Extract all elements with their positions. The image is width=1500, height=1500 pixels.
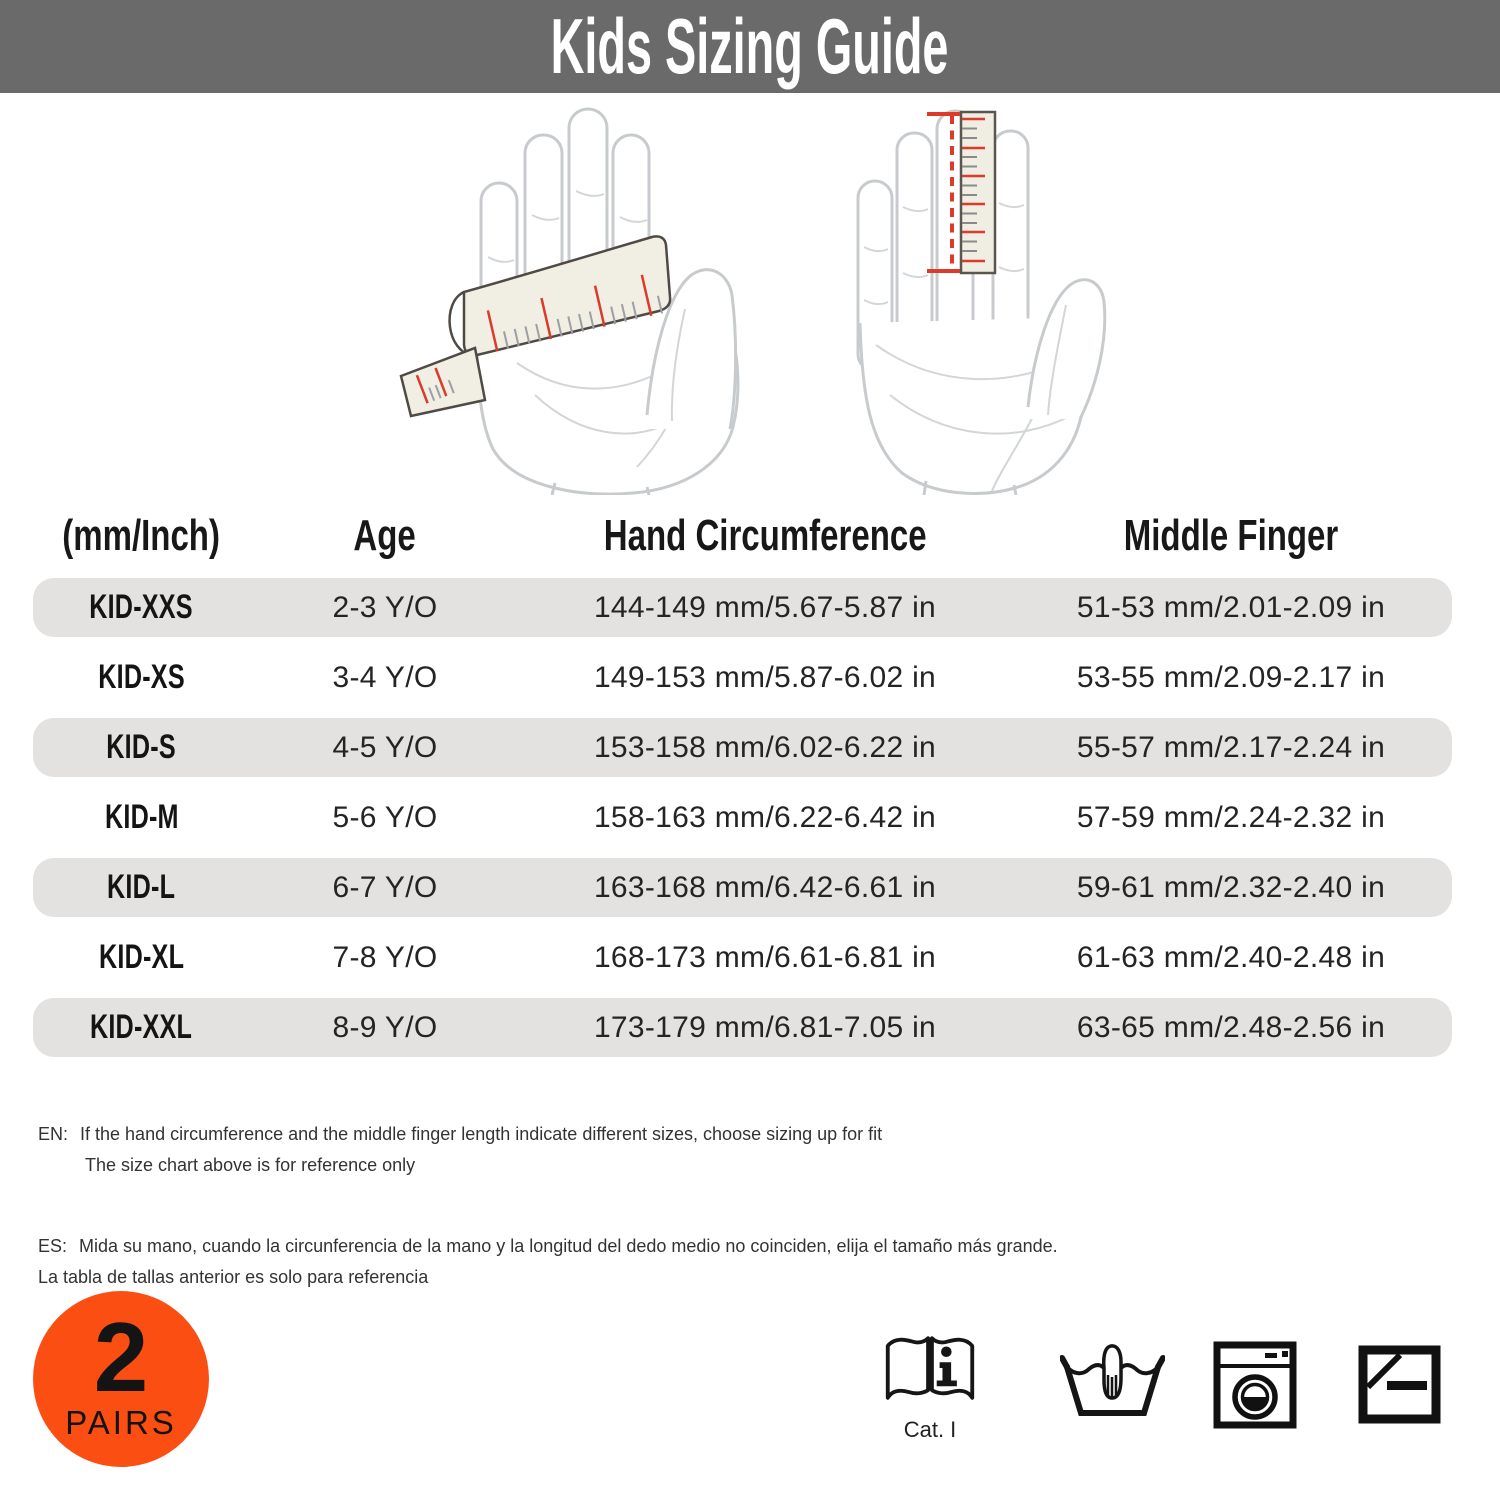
cell-size: KID-XXL: [90, 1008, 193, 1046]
table-row: [33, 858, 1452, 917]
cell-age: 7-8 Y/O: [332, 940, 438, 974]
dry-flat-in-shade-icon: [1358, 1345, 1441, 1424]
note-es: [38, 1236, 1058, 1288]
pairs-count: 2: [93, 1302, 149, 1413]
note-es-line2: La tabla de tallas anterior es solo para referencia: [38, 1267, 429, 1287]
pairs-badge: [33, 1291, 209, 1467]
cell-size: KID-XL: [98, 938, 185, 976]
cell-size: KID-XS: [98, 658, 185, 696]
cell-age: 2-3 Y/O: [332, 590, 438, 624]
cell-middle-finger: 63-65 mm/2.48-2.56 in: [1076, 1010, 1386, 1044]
header-middle-finger: Middle Finger: [1123, 511, 1339, 560]
cell-age: 5-6 Y/O: [332, 800, 438, 834]
hand-wash-icon: [1060, 1342, 1165, 1424]
cell-hand-circumference: 144-149 mm/5.67-5.87 in: [593, 590, 937, 624]
note-en-label: EN:: [38, 1124, 69, 1144]
cell-size: KID-M: [104, 798, 179, 836]
cell-hand-circumference: 163-168 mm/6.42-6.61 in: [593, 870, 937, 904]
table-row: [33, 718, 1452, 777]
cell-age: 3-4 Y/O: [332, 660, 438, 694]
page-title: Kids Sizing Guide: [551, 2, 949, 90]
cell-age: 6-7 Y/O: [332, 870, 438, 904]
header-age: Age: [353, 511, 417, 560]
cell-age: 4-5 Y/O: [332, 730, 438, 764]
cell-middle-finger: 57-59 mm/2.24-2.32 in: [1076, 800, 1386, 834]
note-es-line1: Mida su mano, cuando la circunferencia de la mano y la longitud del dedo medio no coinciden, elija el tamaño más grande.: [79, 1236, 1058, 1256]
cell-middle-finger: 61-63 mm/2.40-2.48 in: [1076, 940, 1386, 974]
instruction-manual-icon: [882, 1330, 978, 1408]
note-en-line1: If the hand circumference and the middle finger length indicate different sizes, choose sizing up for fit: [80, 1124, 883, 1144]
cell-hand-circumference: 153-158 mm/6.02-6.22 in: [593, 730, 937, 764]
size-table-header: [33, 504, 1452, 568]
cell-size: KID-XXS: [89, 588, 194, 626]
pairs-label: PAIRS: [65, 1403, 177, 1441]
cell-size: KID-L: [107, 868, 176, 906]
table-row: [33, 578, 1452, 637]
header-hand-circumference: Hand Circumference: [603, 511, 927, 560]
cell-middle-finger: 51-53 mm/2.01-2.09 in: [1076, 590, 1386, 624]
middle-finger-measure-illustration: [830, 95, 1250, 495]
table-row: [33, 998, 1452, 1057]
note-en: [38, 1124, 882, 1176]
header-size-unit: (mm/Inch): [62, 511, 221, 560]
cell-size: KID-S: [106, 728, 177, 766]
cell-hand-circumference: 149-153 mm/5.87-6.02 in: [593, 660, 937, 694]
cell-hand-circumference: 173-179 mm/6.81-7.05 in: [593, 1010, 937, 1044]
table-row: [33, 648, 1452, 707]
cell-hand-circumference: 168-173 mm/6.61-6.81 in: [593, 940, 937, 974]
instruction-manual-block: [872, 1330, 988, 1443]
category-label: Cat. I: [903, 1417, 957, 1442]
cell-middle-finger: 59-61 mm/2.32-2.40 in: [1076, 870, 1386, 904]
note-es-label: ES:: [38, 1236, 68, 1256]
hand-circumference-measure-illustration: [385, 95, 805, 495]
cell-age: 8-9 Y/O: [332, 1010, 438, 1044]
cell-hand-circumference: 158-163 mm/6.22-6.42 in: [593, 800, 937, 834]
cell-middle-finger: 53-55 mm/2.09-2.17 in: [1076, 660, 1386, 694]
machine-wash-icon: [1212, 1340, 1298, 1430]
size-table: [33, 578, 1452, 1068]
table-row: [33, 788, 1452, 847]
title-bar: [0, 0, 1500, 93]
note-en-line2: The size chart above is for reference only: [85, 1155, 416, 1175]
cell-middle-finger: 55-57 mm/2.17-2.24 in: [1076, 730, 1386, 764]
table-row: [33, 928, 1452, 987]
